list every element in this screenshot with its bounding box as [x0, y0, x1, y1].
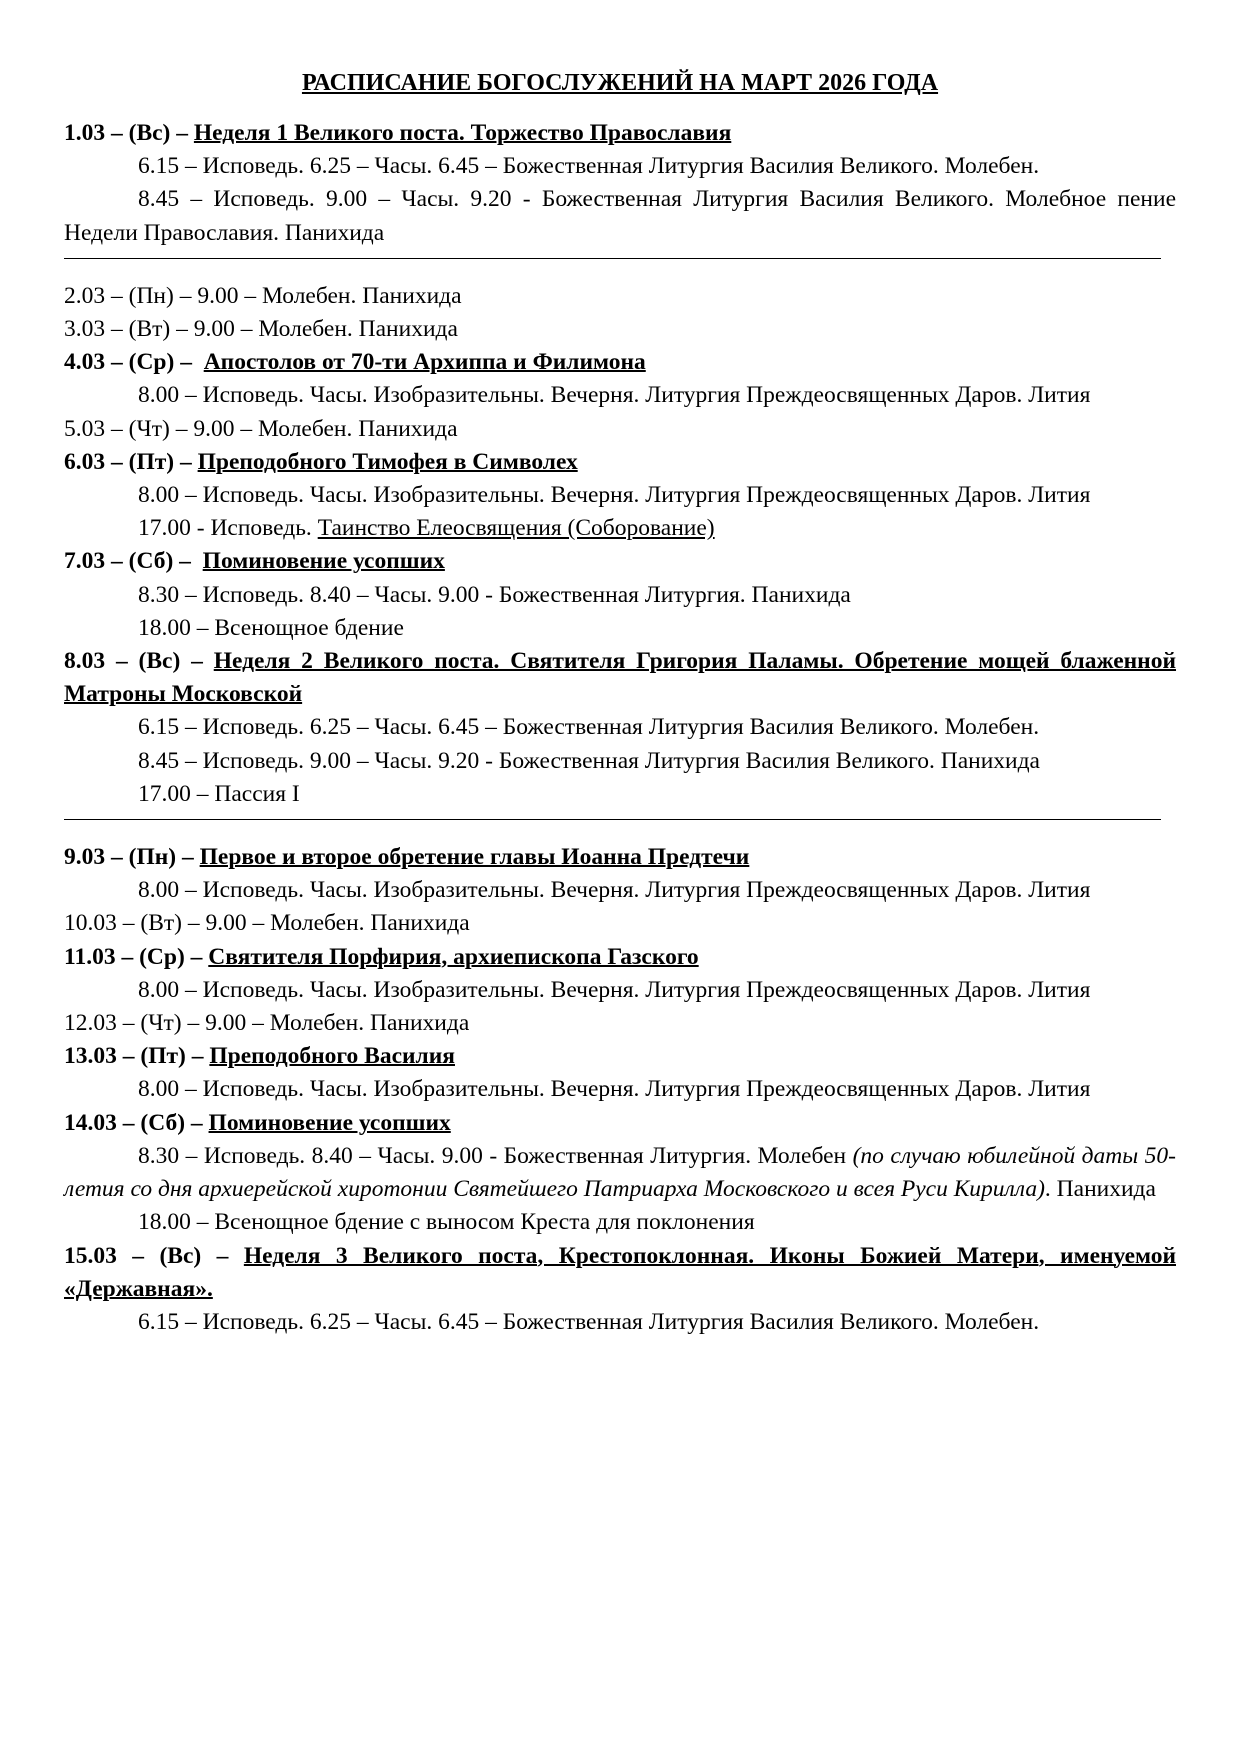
service-line: 8.00 – Исповедь. Часы. Изобразительны. Вечерня. Литургия Преждеосвященных Даров. Лития	[138, 976, 1091, 1003]
service-text: 8.30 – Исповедь. 8.40 – Часы. 9.00 - Божественная Литургия. Молебен	[138, 1142, 853, 1169]
service-line: 8.00 – Исповедь. Часы. Изобразительны. Вечерня. Литургия Преждеосвященных Даров. Лития	[138, 482, 1091, 509]
feast-name: Неделя 1 Великого поста. Торжество Православия	[193, 120, 732, 146]
feast-name: Апостолов от 70-ти Архиппа и Филимона	[203, 349, 646, 376]
day-heading	[64, 841, 1176, 874]
day-entry	[64, 841, 1176, 907]
service-line: 8.00 – Исповедь. Часы. Изобразительны. Вечерня. Литургия Преждеосвященных Даров. Лития	[138, 1076, 1091, 1103]
day-entry	[64, 941, 1176, 1007]
service-line: 18.00 – Всенощное бдение с выносом Креста для поклонения	[138, 1209, 755, 1236]
feast-name: Поминовение усопших	[208, 1109, 451, 1136]
separator-line	[64, 811, 1176, 841]
day-heading	[64, 1240, 1176, 1306]
day-entry	[64, 1240, 1176, 1340]
day-date-weekday: 6.03 – (Пт) –	[64, 448, 198, 475]
day-entry-simple: 3.03 – (Вт) – 9.00 – Молебен. Панихида	[64, 316, 458, 343]
day-heading	[64, 1040, 1176, 1073]
service-line: 8.45 – Исповедь. 9.00 – Часы. 9.20 - Божественная Литургия Василия Великого. Молебное пение Недели Православия. Панихида	[64, 186, 1176, 246]
day-entry-simple: 10.03 – (Вт) – 9.00 – Молебен. Панихида	[64, 910, 470, 937]
service-line: 8.45 – Исповедь. 9.00 – Часы. 9.20 - Божественная Литургия Василия Великого. Панихида	[138, 747, 1040, 774]
service-line: 6.15 – Исповедь. 6.25 – Часы. 6.45 – Божественная Литургия Василия Великого. Молебен.	[138, 1308, 1040, 1335]
day-date-weekday: 9.03 – (Пн) –	[64, 844, 200, 871]
service-line: 8.30 – Исповедь. 8.40 – Часы. 9.00 - Божественная Литургия. Панихида	[138, 581, 851, 608]
service-line: 6.15 – Исповедь. 6.25 – Часы. 6.45 – Божественная Литургия Василия Великого. Молебен.	[138, 714, 1040, 741]
day-date-weekday: 15.03 – (Вс) –	[64, 1242, 244, 1269]
day-entry	[64, 1040, 1176, 1106]
service-line: 8.00 – Исповедь. Часы. Изобразительны. Вечерня. Литургия Преждеосвященных Даров. Лития	[138, 382, 1091, 409]
service-line: 17.00 – Пассия I	[138, 780, 300, 807]
day-date-weekday: 8.03 – (Вс) –	[64, 648, 214, 675]
day-entry	[64, 446, 1176, 546]
service-text: 17.00 - Исповедь.	[138, 515, 318, 542]
day-heading	[64, 645, 1176, 711]
day-heading	[64, 346, 1176, 379]
service-line: 6.15 – Исповедь. 6.25 – Часы. 6.45 – Божественная Литургия Василия Великого. Молебен.	[138, 153, 1040, 180]
service-line	[64, 512, 1176, 545]
service-line: 8.00 – Исповедь. Часы. Изобразительны. Вечерня. Литургия Преждеосвященных Даров. Лития	[138, 877, 1091, 904]
feast-name: Поминовение усопших	[202, 548, 445, 575]
feast-name: Святителя Порфирия, архиепископа Газского	[208, 943, 699, 970]
day-entry-simple: 5.03 – (Чт) – 9.00 – Молебен. Панихида	[64, 415, 458, 442]
day-date-weekday: 1.03 – (Вс) –	[64, 120, 194, 146]
feast-name: Преподобного Тимофея в Символех	[197, 448, 578, 475]
document-title: РАСПИСАНИЕ БОГОСЛУЖЕНИЙ НА МАРТ 2026 ГОДА	[301, 70, 939, 96]
service-line: 18.00 – Всенощное бдение	[138, 614, 404, 641]
day-heading	[64, 1107, 1176, 1140]
day-entry-simple: 12.03 – (Чт) – 9.00 – Молебен. Панихида	[64, 1010, 470, 1037]
day-heading	[64, 117, 1176, 150]
day-entry	[64, 545, 1176, 645]
schedule-page	[64, 68, 1176, 1339]
day-date-weekday: 13.03 – (Пт) –	[64, 1043, 210, 1070]
feast-name: Неделя 3 Великого поста, Крестопоклонная. Иконы Божией Матери, именуемой «Державная».	[64, 1242, 1176, 1302]
day-date-weekday: 14.03 – (Сб) –	[64, 1109, 209, 1136]
service-line	[64, 1140, 1176, 1206]
day-heading	[64, 446, 1176, 479]
feast-name: Первое и второе обретение главы Иоанна Предтечи	[199, 844, 750, 871]
day-entry	[64, 117, 1176, 250]
day-entry	[64, 346, 1176, 412]
day-entry	[64, 1107, 1176, 1240]
day-heading	[64, 545, 1176, 578]
day-entry	[64, 645, 1176, 811]
service-sacrament-text: Таинство Елеосвящения (Соборование)	[317, 515, 715, 542]
separator-line	[64, 250, 1176, 280]
day-heading	[64, 941, 1176, 974]
day-entry-simple: 2.03 – (Пн) – 9.00 – Молебен. Панихида	[64, 282, 462, 309]
service-text-after: . Панихида	[1044, 1176, 1156, 1203]
day-date-weekday: 11.03 – (Ср) –	[64, 943, 209, 970]
day-date-weekday: 7.03 – (Сб) –	[64, 548, 203, 575]
feast-name: Преподобного Василия	[209, 1043, 455, 1070]
day-date-weekday: 4.03 – (Ср) –	[64, 349, 204, 376]
feast-name: Неделя 2 Великого поста. Святителя Григория Паламы. Обретение мощей блаженной Матроны Московской	[64, 648, 1177, 708]
service-note-italic: (по случаю юбилейной даты 50-летия со дня архиерейской хиротонии Святейшего Патриарха Московского и всея Руси Кирилла)	[64, 1142, 1176, 1203]
